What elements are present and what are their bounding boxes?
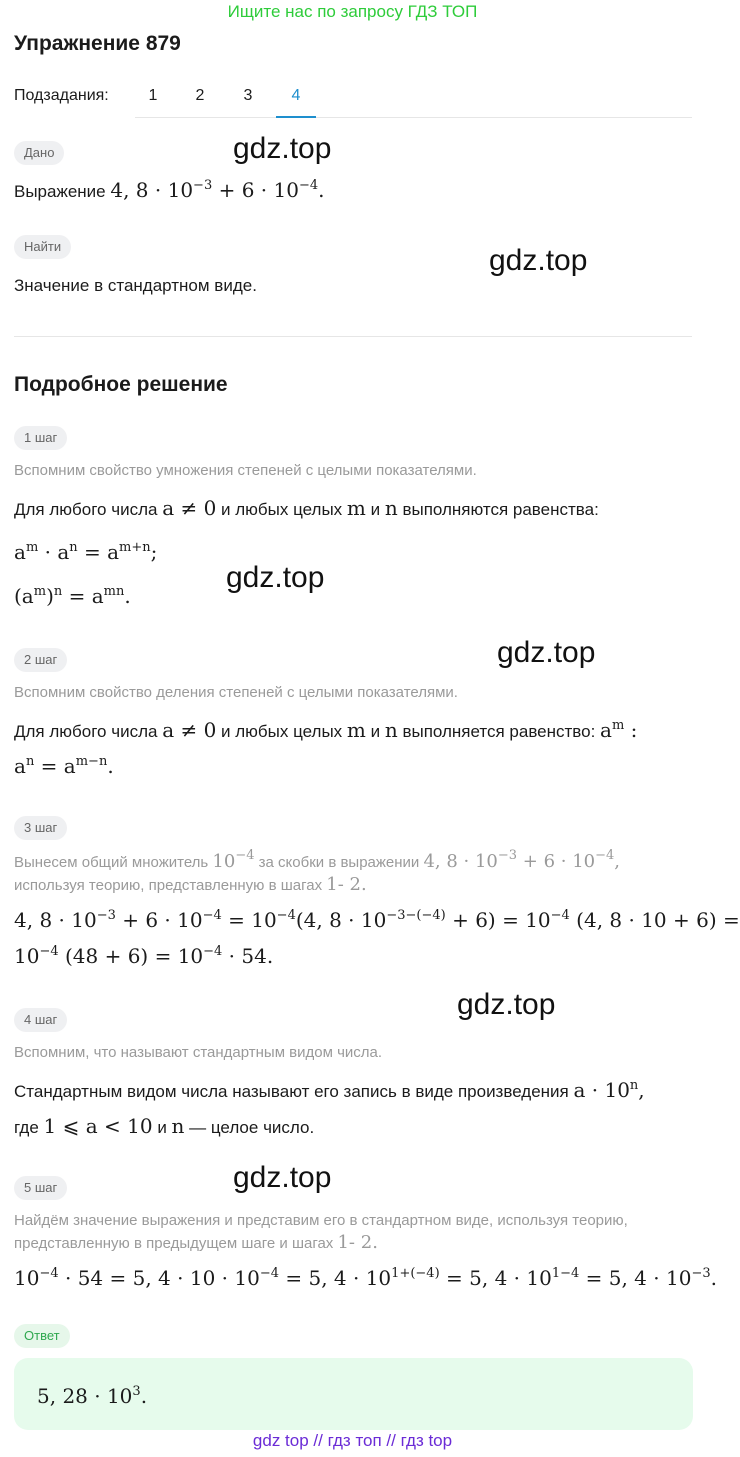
step-hint: Вынесем общий множитель $10^{-4}$ за скобки в выражении 4, $8 \cdot 10^{-3} + 6 \cdot 10^{-4}$, bbox=[14, 848, 621, 872]
tab-4[interactable]: 4 bbox=[291, 87, 301, 104]
tabs-divider bbox=[135, 117, 692, 118]
step-badge: 1 шаг bbox=[14, 426, 67, 450]
formula-step3-line1: 4, $8 \cdot 10^{-3} + 6 \cdot 10^{-4} = 10^{-4}(4$, $8 \cdot 10^{-3-(-4)} + 6) = 10^{-4}$ (4, 8 · 10 + 6) = bbox=[14, 908, 740, 932]
formula-step3-line2: $10^{-4}$ $(48 + 6) = 10^{-4} \cdot 54$. bbox=[14, 944, 274, 968]
formula-power: $(a^m)^n = a^{mn}$. bbox=[14, 584, 131, 608]
active-tab-indicator bbox=[276, 116, 316, 118]
answer-badge: Ответ bbox=[14, 1324, 70, 1348]
find-text: Значение в стандартном виде. bbox=[14, 276, 257, 295]
tab-3[interactable]: 3 bbox=[243, 87, 253, 104]
formula-step5: $10^{-4} \cdot 54 = 5$, $4 \cdot 10 \cdot 10^{-4} = 5$, $4 \cdot 10^{1+(-4)} = 5$, $4 \cdot 10^{1-4} = 5$, $4 \cdot 10^{-3}$. bbox=[14, 1266, 717, 1290]
step-text: Стандартным видом числа называют его запись в виде произведения $a \cdot 10^n$, bbox=[14, 1078, 645, 1102]
step-badge: 2 шаг bbox=[14, 648, 67, 672]
solution-title: Подробное решение bbox=[14, 373, 228, 396]
step-badge: 3 шаг bbox=[14, 816, 67, 840]
tab-1[interactable]: 1 bbox=[148, 87, 158, 104]
page-title: Упражнение 879 bbox=[14, 32, 181, 55]
step-badge: 5 шаг bbox=[14, 1176, 67, 1200]
given-badge: Дано bbox=[14, 141, 64, 165]
step-hint: Вспомним свойство умножения степеней с целыми показателями. bbox=[14, 462, 477, 479]
step-text: Для любого числа a ≠ 0 и любых целых m и n выполняются равенства: bbox=[14, 496, 599, 520]
step-hint: Найдём значение выражения и представим его в стандартном виде, используя теорию, bbox=[14, 1212, 628, 1229]
formula-product: $a^m \cdot a^n = a^{m+n}$; bbox=[14, 540, 158, 564]
watermark: gdz.top bbox=[457, 988, 556, 1021]
step-hint: Вспомним, что называют стандартным видом числа. bbox=[14, 1044, 383, 1061]
step-text: Для любого числа a ≠ 0 и любых целых m и n выполняется равенство: $a^m$ : bbox=[14, 718, 638, 742]
step-hint: Вспомним свойство деления степеней с целыми показателями. bbox=[14, 684, 458, 701]
given-expression: 4, $8 \cdot 10^{-3} + 6 \cdot 10^{-4}$. bbox=[110, 178, 325, 202]
find-badge: Найти bbox=[14, 235, 71, 259]
answer-value: 5, $28 \cdot 10^3$. bbox=[37, 1384, 148, 1408]
section-divider bbox=[14, 336, 692, 337]
tab-2[interactable]: 2 bbox=[195, 87, 205, 104]
given-text: Выражение bbox=[14, 182, 111, 201]
watermark: gdz.top bbox=[233, 132, 332, 165]
watermark: gdz.top bbox=[226, 561, 325, 594]
step-badge: 4 шаг bbox=[14, 1008, 67, 1032]
watermark: gdz.top bbox=[233, 1161, 332, 1194]
given-line bbox=[14, 178, 324, 202]
step-text: где 1 ⩽ a < 10 и n — целое число. bbox=[14, 1114, 315, 1138]
step-hint: используя теорию, представленную в шагах 1- 2. bbox=[14, 874, 367, 895]
watermark: gdz.top bbox=[497, 636, 596, 669]
step-hint: представленную в предыдущем шаге и шагах 1- 2. bbox=[14, 1232, 378, 1253]
formula-division: $a^n = a^{m-n}$. bbox=[14, 754, 114, 778]
watermark: gdz.top bbox=[489, 244, 588, 277]
footer-links[interactable]: gdz top // гдз топ // гдз top bbox=[252, 1431, 453, 1450]
top-banner[interactable]: Ищите нас по запросу ГДЗ ТОП bbox=[227, 2, 478, 21]
subtasks-label: Подзадания: bbox=[14, 87, 109, 104]
